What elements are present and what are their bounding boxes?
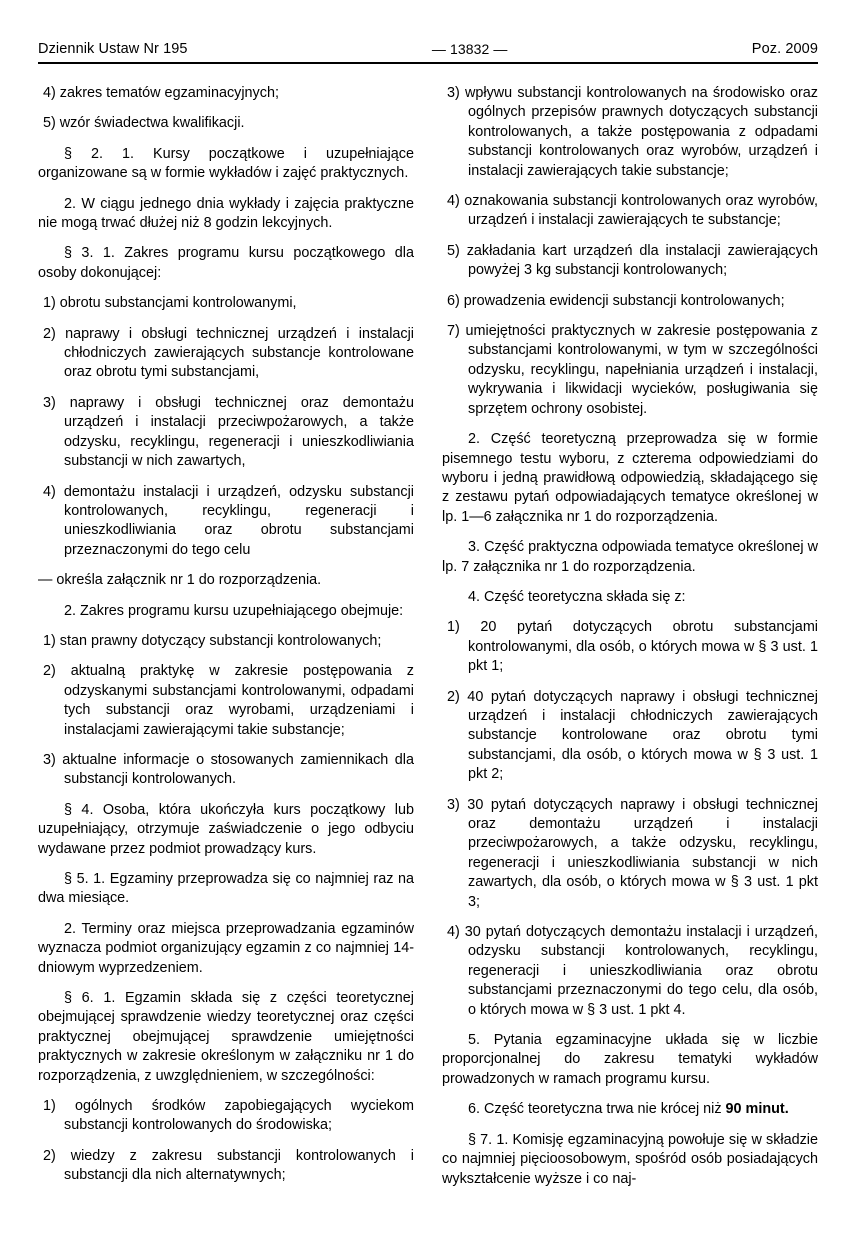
par-3-item-4: 4) demontażu instalacji i urządzeń, odzysku substancji kontrolowanych, recyklingu, regeneracji i unieszkodliwiania oraz obrotu substancjami przeznaczonymi do tego celu — [43, 483, 414, 558]
par-3-ust-2-item-3: 3) aktualne informacje o stosowanych zamiennikach dla substancji kontrolowanych. — [43, 751, 414, 788]
page-number: — 13832 — — [431, 41, 508, 57]
par-6-ust-4-item-1: 1) 20 pytań dotyczących obrotu substancjami kontrolowanymi, dla osób, o których mowa w § 3 ust. 1 pkt 1; — [447, 619, 818, 675]
par-6-ust-4-item-3: 3) 30 pytań dotyczących naprawy i obsługi technicznej oraz demontażu urządzeń i instalacji przeciwpożarowych, a także odzysku, recyklingu, regeneracji i unieszkodliwiania substancji w nich zawartych, dla osób, o których mowa w § 3 ust. 1 pkt 3; — [447, 796, 818, 910]
par-6-item-5: 5) zakładania kart urządzeń dla instalacji zawierających powyżej 3 kg substancji kontrolowanych; — [447, 242, 818, 279]
par-4: § 4. Osoba, która ukończyła kurs początkowy lub uzupełniający, otrzymuje zaświadczenie o jego odbyciu wydawane przez podmiot prowadzący kurs. — [38, 801, 414, 857]
par-6-ust-1: § 6. 1. Egzamin składa się z części teoretycznej obejmującej sprawdzenie wiedzy teoretycznej oraz części praktycznej obejmującej sprawdzenie umiejętności praktycznych w zakresie określonym w załączniku nr 1 do rozporządzenia, z uwzględnieniem, w szczególności: — [38, 990, 414, 1084]
par-6-ust-4-item-4: 4) 30 pytań dotyczących demontażu instalacji i urządzeń, odzysku substancji kontrolowanych, recyklingu, regeneracji i unieszkodliwiania oraz obrotu substancjami przeznaczonymi do tego celu, dla osób, o których mowa w § 3 ust. 1 pkt 4. — [447, 924, 818, 1018]
item-5-wzor-swiadectwa: 5) wzór świadectwa kwalifikacji. — [43, 115, 245, 132]
par-3-item-2: 2) naprawy i obsługi technicznej urządzeń i instalacji chłodniczych zawierających substancje kontrolowane oraz obrotu tymi substancjami, — [43, 325, 414, 381]
par-2-ust-1: § 2. 1. Kursy początkowe i uzupełniające organizowane są w formie wykładów i zajęć praktycznych. — [38, 145, 414, 182]
par-6-item-2: 2) wiedzy z zakresu substancji kontrolowanych i substancji dla nich alternatywnych; — [43, 1147, 414, 1184]
par-6-item-4: 4) oznakowania substancji kontrolowanych oraz wyrobów, urządzeń i instalacji zawierających te substancje; — [447, 193, 818, 229]
par-3-ust-2-item-2: 2) aktualną praktykę w zakresie postępowania z odzyskanymi substancjami kontrolowanymi, odpadami tych substancji oraz wyrobami, urządzeniami i instalacjami zawierającymi takie substancje; — [43, 663, 414, 738]
par-6-ust-4-item-2: 2) 40 pytań dotyczących naprawy i obsługi technicznej urządzeń i instalacji chłodniczych zawierających substancje kontrolowane oraz obrotu tymi substancjami, dla osób, o których mowa w § 3 ust. 1 pkt 2; — [447, 688, 818, 783]
running-head — [38, 40, 818, 58]
par-3-item-1: 1) obrotu substancjami kontrolowanymi, — [43, 295, 297, 312]
par-2-ust-2: 2. W ciągu jednego dnia wykłady i zajęcia praktyczne nie mogą trwać dłużej niż 8 godzin lekcyjnych. — [38, 195, 414, 232]
par-6-ust-2: 2. Część teoretyczną przeprowadza się w formie pisemnego testu wyboru, z czterema odpowiedziami do wyboru i jedną prawidłową odpowiedzią, składającego się z zestawu pytań odpowiadających tematyce określonej w lp. 1—6 załącznika nr 1 do rozporządzenia. — [442, 431, 818, 525]
par-6-item-1: 1) ogólnych środków zapobiegających wyciekom substancji kontrolowanych do środowiska; — [43, 1098, 414, 1134]
column-left — [38, 84, 414, 1204]
position-label: Poz. 2009 — [751, 41, 818, 57]
par-6-ust-6-text: 6. Część teoretyczna trwa nie krócej niż — [468, 1101, 726, 1118]
par-6-item-6: 6) prowadzenia ewidencji substancji kontrolowanych; — [447, 292, 785, 309]
par-6-ust-6 — [442, 1100, 818, 1119]
par-6-item-7: 7) umiejętności praktycznych w zakresie postępowania z substancjami kontrolowanymi, w tym w szczególności odzysku, recyklingu, napełniania urządzeń i instalacji, wykrywania i likwidacji wycieków, posługiwania się sprzętem ochrony osobistej. — [447, 323, 818, 417]
par-3-closing-okresla-zalacznik: — określa załącznik nr 1 do rozporządzenia. — [38, 572, 322, 589]
par-6-ust-6-emphasis: 90 minut. — [725, 1101, 789, 1118]
par-7-ust-1: § 7. 1. Komisję egzaminacyjną powołuje się w składzie co najmniej pięcioosobowym, spośród osób posiadających wykształcenie wyższe i co naj- — [442, 1131, 818, 1187]
par-3-ust-1: § 3. 1. Zakres programu kursu początkowego dla osoby dokonującej: — [38, 245, 414, 281]
journal-title: Dziennik Ustaw Nr 195 — [38, 41, 188, 57]
par-5-ust-1: § 5. 1. Egzaminy przeprowadza się co najmniej raz na dwa miesiące. — [38, 871, 414, 907]
par-6-ust-3: 3. Część praktyczna odpowiada tematyce określonej w lp. 7 załącznika nr 1 do rozporządzenia. — [442, 539, 818, 575]
par-3-ust-2-item-1: 1) stan prawny dotyczący substancji kontrolowanych; — [43, 632, 382, 649]
par-3-ust-2: 2. Zakres programu kursu uzupełniającego obejmuje: — [64, 602, 404, 619]
par-6-ust-4: 4. Część teoretyczna składa się z: — [468, 588, 686, 605]
par-3-item-3: 3) naprawy i obsługi technicznej oraz demontażu urządzeń i instalacji przeciwpożarowych, a także odzysku, recyklingu, regeneracji i unieszkodliwiania substancji w nich zawartych, — [43, 394, 414, 470]
column-right — [442, 84, 818, 1204]
body-columns — [38, 84, 818, 1204]
par-6-ust-5: 5. Pytania egzaminacyjne układa się w liczbie proporcjonalnej do zakresu tematyki wykładów prowadzonych w ramach programu kursu. — [442, 1032, 818, 1087]
par-6-item-3: 3) wpływu substancji kontrolowanych na środowisko oraz ogólnych przepisów prawnych dotyczących substancji kontrolowanych, a także postępowania z odpadami substancji kontrolowanych oraz wyrobów, urządzeń i instalacji zawierających takie substancje; — [447, 85, 818, 179]
par-5-ust-2: 2. Terminy oraz miejsca przeprowadzania egzaminów wyznacza podmiot organizujący egzamin z co najmniej 14-dniowym wyprzedzeniem. — [38, 920, 414, 976]
item-4-zakres-tematow: 4) zakres tematów egzaminacyjnych; — [43, 85, 279, 101]
header-rule — [38, 62, 818, 64]
